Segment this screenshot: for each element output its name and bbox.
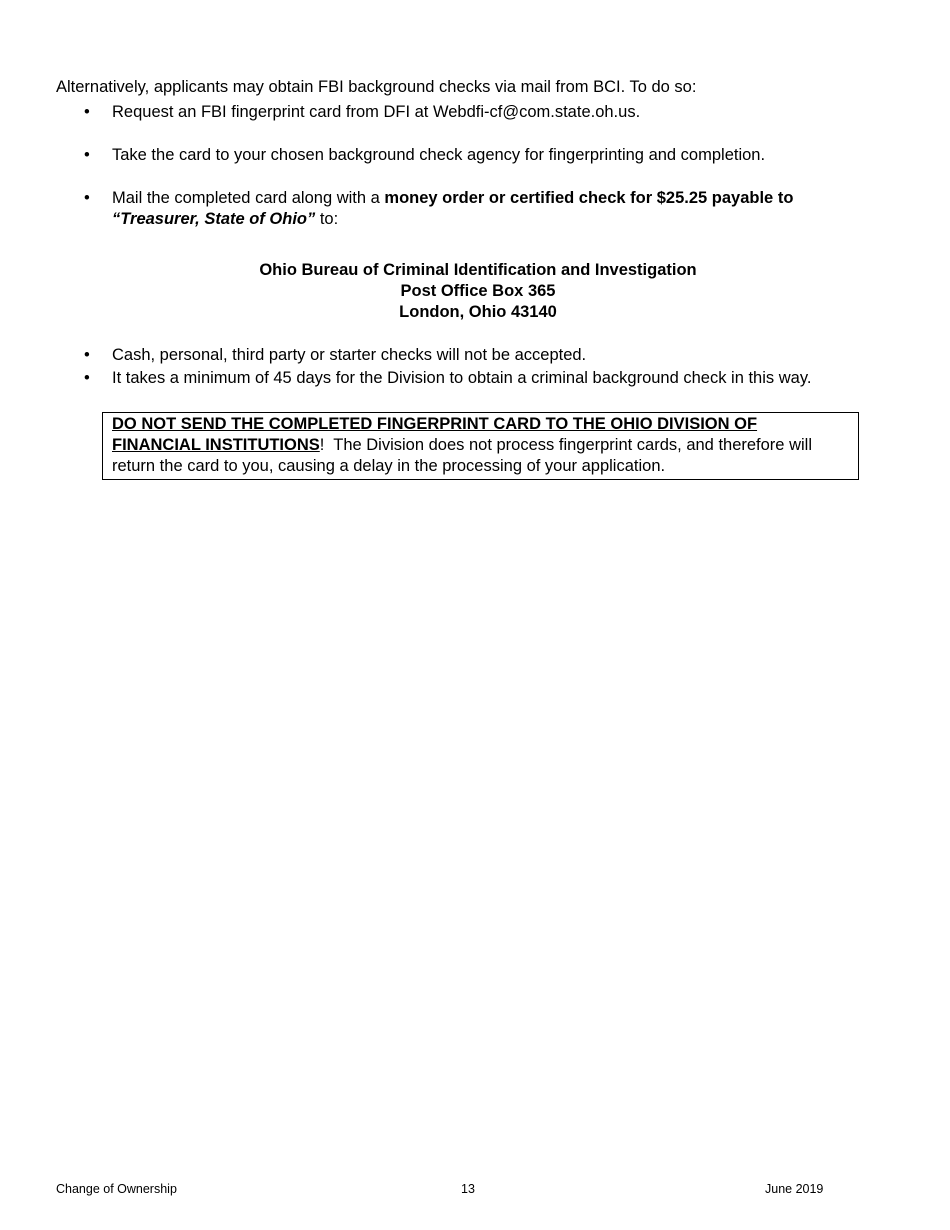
warning-exclamation: !	[319, 436, 325, 454]
mail-prefix: Mail the completed card along with a	[112, 189, 385, 207]
payment-requirement: money order or certified check for $25.25 payable to	[384, 189, 794, 207]
bullet-icon: •	[84, 189, 90, 207]
footer-document-title: Change of Ownership	[56, 1182, 177, 1196]
bullet-icon: •	[84, 346, 90, 364]
bullet-icon: •	[84, 103, 90, 121]
warning-body: The Division does not process fingerprint cards, and therefore will return the card to you, causing a delay in the processing of your application.	[112, 436, 817, 475]
warning-notice-box	[102, 412, 859, 480]
warning-heading: DO NOT SEND THE COMPLETED FINGERPRINT CARD TO THE OHIO DIVISION OF FINANCIAL INSTITUTIONS	[112, 415, 758, 454]
instruction-list	[56, 102, 856, 230]
list-item	[56, 102, 856, 123]
mail-suffix: to:	[315, 210, 339, 228]
list-item	[56, 188, 856, 230]
take-card-text: Take the card to your chosen background check agency for fingerprinting and completion.	[112, 146, 766, 164]
bullet-icon: •	[84, 146, 90, 164]
footer-date: June 2019	[765, 1182, 824, 1196]
footer-page-number: 13	[461, 1182, 475, 1196]
list-item	[56, 368, 856, 389]
list-item	[56, 145, 856, 166]
address-line-agency: Ohio Bureau of Criminal Identification and Investigation	[259, 261, 697, 279]
address-line-po-box: Post Office Box 365	[400, 282, 556, 300]
payment-restriction-text: Cash, personal, third party or starter checks will not be accepted.	[112, 346, 587, 364]
bullet-icon: •	[84, 369, 90, 387]
list-item	[56, 345, 856, 366]
intro-paragraph: Alternatively, applicants may obtain FBI background checks via mail from BCI. To do so:	[56, 78, 697, 96]
payee-name: “Treasurer, State of Ohio”	[112, 210, 316, 228]
request-card-text: Request an FBI fingerprint card from DFI at Webdfi-cf@com.state.oh.us.	[112, 103, 641, 121]
processing-time-text: It takes a minimum of 45 days for the Division to obtain a criminal background check in this way.	[112, 369, 812, 387]
mail-card-text	[112, 189, 793, 228]
address-line-city: London, Ohio 43140	[399, 303, 557, 321]
notes-list	[56, 345, 856, 391]
mailing-address	[0, 260, 950, 323]
